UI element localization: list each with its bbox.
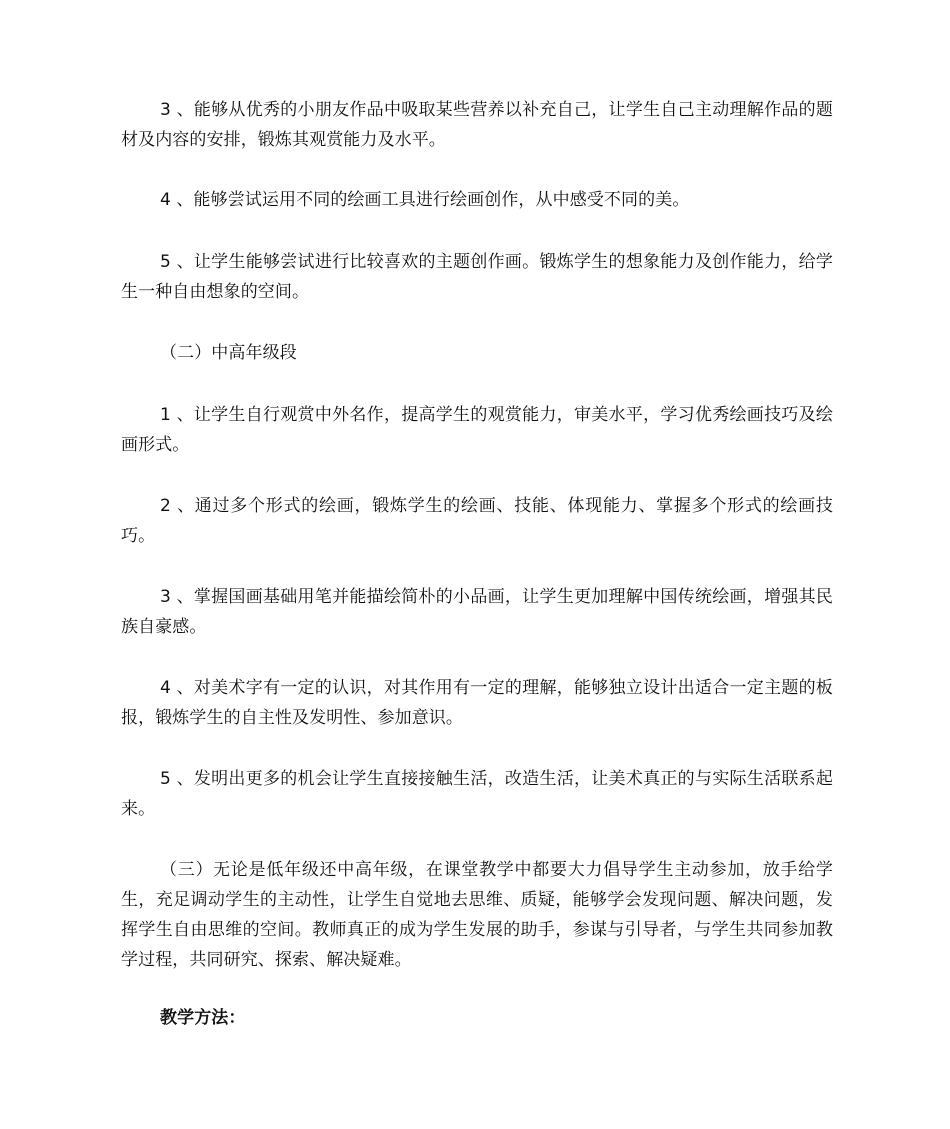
paragraph-upper-item-1: 1 、让学生自行观赏中外名作，提高学生的观赏能力，审美水平，学习优秀绘画技巧及绘画形式。: [121, 405, 833, 455]
paragraph-upper-item-2: 2 、通过多个形式的绘画，锻炼学生的绘画、技能、体现能力、掌握多个形式的绘画技巧。: [121, 496, 833, 546]
paragraph-upper-item-5: 5 、发明出更多的机会让学生直接接触生活，改造生活，让美术真正的与实际生活联系起来。: [121, 769, 833, 819]
paragraph-lower-item-3: 3 、能够从优秀的小朋友作品中吸取某些营养以补充自己，让学生自己主动理解作品的题材及内容的安排，锻炼其观赏能力及水平。: [121, 100, 833, 150]
paragraph-section-three: （三）无论是低年级还中高年级，在课堂教学中都要大力倡导学生主动参加，放手给学生，充足调动学生的主动性，让学生自觉地去思维、质疑，能够学会发现问题、解决问题，发挥学生自由思维的空间。教师真正的成为学生发展的助手，参谋与引导者，与学生共同参加教学过程，共同研究、探索、解决疑难。: [121, 860, 833, 970]
paragraph-upper-item-3: 3 、掌握国画基础用笔并能描绘简朴的小品画，让学生更加理解中国传统绘画，增强其民族自豪感。: [121, 587, 833, 637]
heading-teaching-methods: 教学方法：: [160, 1008, 246, 1028]
paragraph-upper-item-4: 4 、对美术字有一定的认识，对其作用有一定的理解，能够独立设计出适合一定主题的板报，锻炼学生的自主性及发明性、参加意识。: [121, 678, 833, 728]
section-heading-mid-upper-grades: （二）中高年级段: [160, 343, 297, 363]
paragraph-lower-item-4: 4 、能够尝试运用不同的绘画工具进行绘画创作，从中感受不同的美。: [160, 190, 690, 210]
paragraph-lower-item-5: 5 、让学生能够尝试进行比较喜欢的主题创作画。锻炼学生的想象能力及创作能力，给学生一种自由想象的空间。: [121, 252, 833, 302]
